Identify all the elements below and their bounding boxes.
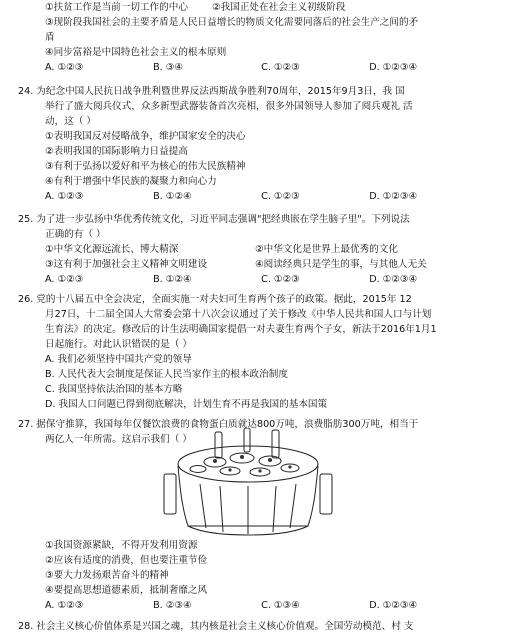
- q25-option-d[interactable]: D. ①②③④: [369, 274, 418, 285]
- q26-option-a[interactable]: A. 我们必须坚持中国共产党的领导: [45, 354, 192, 365]
- q27-stem-line-1: 27. 据保守推算，我国每年仅餐饮浪费的食物蛋白质就达800万吨，浪费脂肪300万吨，相当于: [18, 419, 419, 430]
- q26-stem-line-4: 日起施行。对此认识错误的是（ ）: [45, 339, 192, 350]
- q27-option-d[interactable]: D. ①②③④: [369, 600, 418, 611]
- q24-stem-line-1: 24. 为纪念中国人民抗日战争胜利暨世界反法西斯战争胜利70周年，2015年9月3日，我 国: [18, 86, 405, 97]
- q24-statement-4: ④有利于增强中华民族的凝聚力和向心力: [45, 176, 217, 187]
- q26-stem-line-2: 月27日，十二届全国人大常委会第十八次会议通过了关于修改《中华人民共和国人口与计划: [45, 309, 432, 320]
- q23-statement-1: ①扶贫工作是当前一切工作的中心: [45, 2, 188, 13]
- banquet-table-illustration: [160, 428, 335, 538]
- q24-option-a[interactable]: A. ①②③: [45, 191, 84, 202]
- q28-stem-line-1: 28. 社会主义核心价值体系是兴国之魂，其内核是社会主义核心价值观。全国劳动模范、村 支: [18, 621, 414, 632]
- q27-options: [45, 598, 474, 614]
- q24-option-d[interactable]: D. ①②③④: [369, 191, 418, 202]
- q23-option-a[interactable]: A. ①②③: [45, 62, 84, 73]
- q27-stem-line-2: 两亿人一年所需。这启示我们（ ）: [45, 434, 192, 445]
- q26-option-c[interactable]: C. 我国坚持依法治国的基本方略: [45, 384, 183, 395]
- q25-statement-3-4: [45, 257, 499, 273]
- q26-stem-line-3: 生育法》的决定。修改后的计生法明确国家提倡一对夫妻生育两个子女，新法于2016年1月1: [45, 324, 437, 335]
- q27-statement-1: ①我国资源紧缺，不得开发利用资源: [45, 540, 198, 551]
- q25-statement-4: ④阅读经典只是学生的事，与其他人无关: [255, 259, 427, 270]
- q23-statement-3: ③现阶段我国社会的主要矛盾是人民日益增长的物质文化需要同落后的社会生产之间的矛: [45, 17, 419, 28]
- q25-statement-1-2: [45, 242, 499, 258]
- q23-statement-2: ②我国正处在社会主义初级阶段: [212, 2, 346, 13]
- q27-option-c[interactable]: C. ①③④: [261, 600, 300, 611]
- q25-statement-2: ②中华文化是世界上最优秀的文化: [255, 244, 398, 255]
- q25-option-b[interactable]: B. ①②④: [153, 274, 192, 285]
- q25-option-c[interactable]: C. ①②③: [261, 274, 300, 285]
- q23-statement-4: ④同步富裕是中国特色社会主义的根本原则: [45, 47, 227, 58]
- q24-option-b[interactable]: B. ①②④: [153, 191, 192, 202]
- q23-statement-3-cont: 盾: [45, 32, 55, 43]
- q23-option-d[interactable]: D. ①②③④: [369, 62, 418, 73]
- q26-stem-line-1: 26. 党的十八届五中全会决定，全面实施一对夫妇可生育两个孩子的政策。据此，2015年 12: [18, 294, 412, 305]
- q24-stem-line-3: 动，这（ ）: [45, 116, 97, 127]
- q23-statement-1-2: [45, 0, 499, 16]
- q27-statement-3: ③要大力发扬艰苦奋斗的精神: [45, 570, 169, 581]
- q24-statement-1: ①表明我国反对侵略战争，维护国家安全的决心: [45, 131, 246, 142]
- q24-options: [45, 189, 474, 205]
- q24-stem-line-2: 举行了盛大阅兵仪式，众多新型武器装备首次亮相，很多外国领导人参加了阅兵观礼 活: [45, 101, 413, 112]
- q24-option-c[interactable]: C. ①②③: [261, 191, 300, 202]
- q26-option-b[interactable]: B. 人民代表大会制度是保证人民当家作主的根本政治制度: [45, 369, 288, 380]
- q25-stem-line-1: 25. 为了进一步弘扬中华优秀传统文化，习近平同志强调"把经典嵌在学生脑子里"。下列说法: [18, 214, 410, 225]
- q27-option-a[interactable]: A. ①②③: [45, 600, 84, 611]
- q24-statement-3: ③有利于弘扬以爱好和平为核心的伟大民族精神: [45, 161, 246, 172]
- q25-statement-1: ①中华文化源远流长、博大精深: [45, 244, 179, 255]
- q25-option-a[interactable]: A. ①②③: [45, 274, 84, 285]
- q23-option-c[interactable]: C. ①②③: [261, 62, 300, 73]
- q27-statement-4: ④要提高思想道德素质，抵制奢靡之风: [45, 585, 208, 596]
- q26-option-d[interactable]: D. 我国人口问题已得到彻底解决，计划生育不再是我国的基本国策: [45, 399, 328, 410]
- q25-statement-3: ③这有利于加强社会主义精神文明建设: [45, 259, 208, 270]
- q24-statement-2: ②表明我国的国际影响力日益提高: [45, 146, 188, 157]
- q27-option-b[interactable]: B. ②③④: [153, 600, 192, 611]
- q25-options: [45, 272, 474, 288]
- banquet-table-drawing: [160, 428, 335, 538]
- q23-options: [45, 60, 474, 76]
- q27-statement-2: ②应该有适度的消费，但也要注重节俭: [45, 555, 208, 566]
- q25-stem-line-2: 正确的有（ ）: [45, 229, 106, 240]
- q23-option-b[interactable]: B. ③④: [153, 62, 183, 73]
